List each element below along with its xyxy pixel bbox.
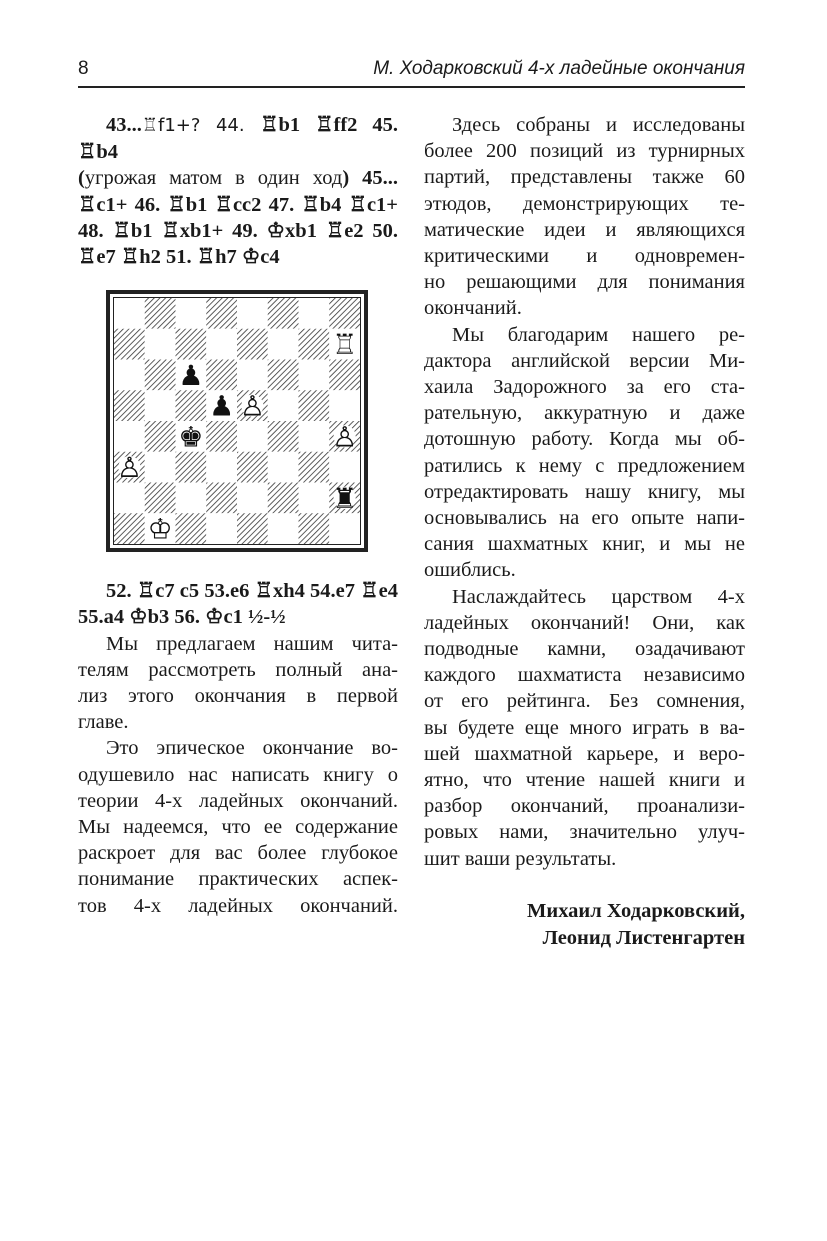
board-square bbox=[176, 452, 207, 483]
chess-diagram bbox=[106, 290, 368, 552]
board-square bbox=[329, 513, 360, 544]
text-line: подводные камни, озадачивают bbox=[424, 638, 745, 661]
right-column bbox=[424, 112, 745, 872]
text-line: рательную, аккуратную и даже bbox=[424, 402, 745, 425]
text-line: дактора английской версии Ми- bbox=[424, 349, 745, 372]
text-line: Мы благодарим нашего ре- bbox=[452, 323, 745, 346]
text-line: более 200 позиций из турнирных bbox=[424, 140, 745, 163]
board-square bbox=[268, 483, 299, 514]
board-square bbox=[206, 421, 237, 452]
moves-line: 55.a4 ♔b3 56. ♔c1 ½-½ bbox=[78, 606, 286, 629]
paragraph-invite bbox=[78, 631, 398, 736]
text-line: отредактировать нашу книгу, мы bbox=[424, 480, 745, 503]
text-line: ошиблись. bbox=[424, 559, 516, 582]
chess-piece-white: ♙ bbox=[239, 389, 265, 423]
board-square bbox=[145, 390, 176, 421]
page-header bbox=[78, 54, 745, 88]
board-square bbox=[299, 390, 330, 421]
text-line: каждого шахматиста независимо bbox=[424, 664, 745, 687]
board-square bbox=[206, 329, 237, 360]
board-square bbox=[268, 329, 299, 360]
chess-piece-black: ♚ bbox=[178, 420, 204, 454]
chess-board-canvas bbox=[114, 298, 360, 544]
text-line: критическими и одновремен- bbox=[424, 245, 745, 268]
text-line: партий, представлены также 60 bbox=[424, 166, 745, 189]
paragraph-thanks bbox=[424, 322, 745, 584]
board-square bbox=[268, 298, 299, 329]
text-line: ратились к нему с предложением bbox=[424, 454, 745, 477]
text-line: телям рассмотреть полный ана- bbox=[78, 658, 398, 681]
chess-piece-white: ♙ bbox=[116, 451, 142, 485]
moves-line: ♖e7 ♖h2 51. ♖h7 ♔c4 bbox=[78, 246, 280, 269]
text-line: но решающими для понимания bbox=[424, 271, 745, 294]
text-line: от его рейтинга. Без сомнения, bbox=[424, 690, 745, 713]
board-square bbox=[237, 360, 268, 391]
moves-block-1 bbox=[78, 112, 398, 270]
board-square bbox=[299, 360, 330, 391]
board-square bbox=[268, 452, 299, 483]
text-line: Мы предлагаем нашим чита- bbox=[106, 632, 398, 655]
board-square bbox=[114, 329, 145, 360]
board-square bbox=[114, 390, 145, 421]
text-line: окончаний. bbox=[424, 297, 522, 320]
board-square bbox=[206, 513, 237, 544]
board-square bbox=[145, 329, 176, 360]
board-square bbox=[299, 513, 330, 544]
board-square bbox=[145, 298, 176, 329]
board-square bbox=[329, 298, 360, 329]
paragraph-enjoy bbox=[424, 584, 745, 872]
chess-piece-black: ♜ bbox=[332, 482, 358, 516]
signature-author-1: Михаил Ходарковский, bbox=[527, 900, 745, 922]
text-line: дотошную работу. Когда мы об- bbox=[424, 428, 745, 451]
moves-line: (угрожая матом в один ход) 45... bbox=[78, 167, 399, 190]
text-line: разбор окончаний, проанализи- bbox=[424, 795, 745, 818]
board-square bbox=[237, 513, 268, 544]
board-square bbox=[145, 421, 176, 452]
board-square bbox=[206, 298, 237, 329]
board-square bbox=[114, 360, 145, 391]
text-line: Мы надеемся, что ее содержание bbox=[78, 816, 398, 839]
board-square bbox=[268, 390, 299, 421]
board-square bbox=[299, 452, 330, 483]
board-square bbox=[206, 483, 237, 514]
text-line: лиз этого окончания в первой bbox=[78, 685, 398, 708]
board-square bbox=[145, 483, 176, 514]
chess-piece-white: ♔ bbox=[147, 512, 173, 545]
board-square bbox=[329, 390, 360, 421]
paragraph-epic bbox=[78, 735, 398, 918]
board-square bbox=[299, 421, 330, 452]
board-square bbox=[237, 452, 268, 483]
board-square bbox=[329, 360, 360, 391]
moves-line: ♖c1+ 46. ♖b1 ♖cc2 47. ♖b4 ♖c1+ bbox=[78, 193, 398, 216]
board-square bbox=[268, 513, 299, 544]
board-square bbox=[114, 483, 145, 514]
board-square bbox=[145, 452, 176, 483]
text-line: главе. bbox=[78, 711, 129, 734]
text-line: этюдов, демонстрирующих те- bbox=[424, 192, 745, 215]
text-line: шит ваши результаты. bbox=[424, 847, 617, 870]
moves-line: 52. ♖c7 c5 53.e6 ♖xh4 54.e7 ♖e4 bbox=[106, 580, 398, 603]
board-square bbox=[299, 298, 330, 329]
chess-piece-black: ♟ bbox=[209, 389, 235, 423]
left-column bbox=[78, 112, 398, 919]
moves-block-2 bbox=[78, 578, 398, 630]
moves-comment: угрожая матом в один ход bbox=[84, 167, 343, 190]
board-square bbox=[176, 298, 207, 329]
board-square bbox=[114, 513, 145, 544]
board-square bbox=[237, 483, 268, 514]
board-square bbox=[237, 421, 268, 452]
text-line: основывались на его опыте напи- bbox=[424, 507, 745, 530]
text-line: Здесь собраны и исследованы bbox=[452, 114, 745, 136]
text-line: одушевило нас написать книгу о bbox=[78, 763, 398, 786]
board-square bbox=[145, 360, 176, 391]
text-line: Это эпическое окончание во- bbox=[106, 737, 398, 760]
text-line: матические идеи и являющихся bbox=[424, 218, 745, 241]
chess-piece-white: ♖ bbox=[332, 328, 358, 362]
board-square bbox=[206, 452, 237, 483]
page-number: 8 bbox=[78, 58, 89, 79]
text-line: теории 4-х ладейных окончаний. bbox=[78, 789, 398, 812]
text-line: вы будете еще много играть в ва- bbox=[424, 716, 745, 739]
chess-piece-black: ♟ bbox=[178, 359, 204, 393]
moves-line: 48. ♖b1 ♖xb1+ 49. ♔xb1 ♖e2 50. bbox=[78, 219, 399, 242]
text-line: ятно, что чтение нашей книги и bbox=[424, 769, 745, 792]
board-square bbox=[299, 329, 330, 360]
text-line: шей шахматной карьере, и веро- bbox=[424, 742, 745, 765]
board-square bbox=[176, 390, 207, 421]
board-square bbox=[237, 298, 268, 329]
board-square bbox=[114, 421, 145, 452]
text-line: ладейных окончаний! Они, как bbox=[424, 611, 745, 634]
board-square bbox=[268, 421, 299, 452]
board-square bbox=[176, 483, 207, 514]
chess-piece-white: ♙ bbox=[332, 420, 358, 454]
text-line: тов 4-х ладейных окончаний. bbox=[78, 894, 398, 917]
board-square bbox=[206, 360, 237, 391]
running-head: М. Ходарковский 4-х ладейные окончания bbox=[373, 58, 745, 79]
text-line: раскроет для вас более глубокое bbox=[78, 842, 398, 865]
text-line: сания шахматных книг, и мы не bbox=[424, 533, 745, 556]
text-line: ровых нами, значительно улуч- bbox=[424, 821, 745, 844]
text-line: хаила Задорожного за его ста- bbox=[424, 376, 745, 399]
moves-line: 43...♖f1+? 44. ♖b1 ♖ff2 45. ♖b4 bbox=[78, 114, 398, 164]
board-square bbox=[329, 452, 360, 483]
board-square bbox=[299, 483, 330, 514]
signature-author-2: Леонид Листенгартен bbox=[542, 926, 745, 949]
board-square bbox=[114, 298, 145, 329]
chess-board bbox=[113, 297, 361, 545]
board-square bbox=[237, 329, 268, 360]
text-line: Наслаждайтесь царством 4-х bbox=[452, 585, 745, 608]
signature bbox=[527, 898, 745, 951]
text-line: понимание практических аспек- bbox=[78, 868, 398, 891]
paragraph-intro bbox=[424, 112, 745, 322]
board-square bbox=[176, 329, 207, 360]
board-square bbox=[268, 360, 299, 391]
board-square bbox=[176, 513, 207, 544]
